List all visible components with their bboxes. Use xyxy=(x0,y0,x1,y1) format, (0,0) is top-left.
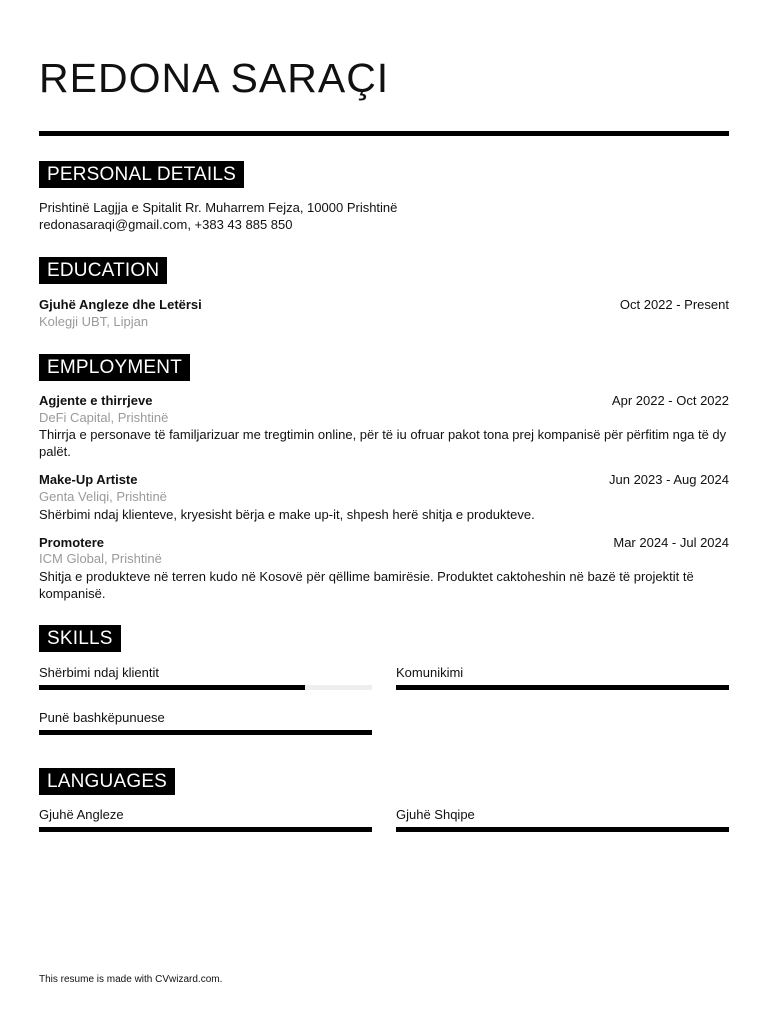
section-heading-languages: LANGUAGES xyxy=(39,768,175,795)
skill-level-fill xyxy=(39,730,372,735)
skill-level-track xyxy=(396,685,729,690)
language-level-fill xyxy=(396,827,729,832)
language-name: Gjuhë Shqipe xyxy=(396,807,475,822)
language-level-fill xyxy=(39,827,372,832)
skill-name: Punë bashkëpunuese xyxy=(39,710,165,725)
language-level-track xyxy=(396,827,729,832)
skill-level-track xyxy=(39,730,372,735)
section-heading-employment: EMPLOYMENT xyxy=(39,354,190,381)
job-dates: Apr 2022 - Oct 2022 xyxy=(611,393,729,408)
skill-item xyxy=(396,664,729,681)
job-title: Agjente e thirrjeve xyxy=(39,393,153,408)
job-description: Shitja e produkteve në terren kudo në Kosovë për qëllime bamirësie. Produktet caktoheshin në bazë të projektit të kompanisë. xyxy=(39,569,694,601)
language-item xyxy=(396,806,729,823)
header-divider xyxy=(39,131,729,136)
skill-name: Komunikimi xyxy=(396,665,464,680)
skill-level-fill xyxy=(396,685,729,690)
job-dates: Mar 2024 - Jul 2024 xyxy=(613,535,729,550)
section-heading-skills: SKILLS xyxy=(39,625,121,652)
language-item xyxy=(39,806,372,823)
education-school: Kolegji UBT, Lipjan xyxy=(39,314,149,329)
education-degree: Gjuhë Angleze dhe Letërsi xyxy=(39,297,202,312)
section-heading-personal-details: PERSONAL DETAILS xyxy=(39,161,244,188)
job-company: DeFi Capital, Prishtinë xyxy=(39,410,169,425)
language-name: Gjuhë Angleze xyxy=(39,807,124,822)
skill-level-fill xyxy=(39,685,305,690)
job-description: Shërbimi ndaj klienteve, kryesisht bërja e make up-it, shpesh herë shitja e produkteve. xyxy=(39,507,535,522)
job-company: Genta Veliqi, Prishtinë xyxy=(39,489,167,504)
skill-level-track xyxy=(39,685,372,690)
candidate-name: REDONA SARAÇI xyxy=(39,55,390,101)
job-title: Promotere xyxy=(39,535,105,550)
education-dates: Oct 2022 - Present xyxy=(619,297,729,312)
job-title: Make-Up Artiste xyxy=(39,472,138,487)
job-description: Thirrja e personave të familjarizuar me tregtimin online, për të iu ofruar pakot tona prej kompanisë për përfitim nga të dy palët. xyxy=(39,427,727,459)
job-company: ICM Global, Prishtinë xyxy=(39,551,162,566)
section-heading-education: EDUCATION xyxy=(39,257,167,284)
language-level-track xyxy=(39,827,372,832)
footer-credit: This resume is made with CVwizard.com. xyxy=(39,974,223,985)
personal-address: Prishtinë Lagjja e Spitalit Rr. Muharrem Fejza, 10000 Prishtinë xyxy=(39,200,398,215)
skill-name: Shërbimi ndaj klientit xyxy=(39,665,159,680)
skill-item xyxy=(39,664,372,681)
job-dates: Jun 2023 - Aug 2024 xyxy=(609,472,729,487)
personal-contact: redonasaraqi@gmail.com, +383 43 885 850 xyxy=(39,217,293,232)
skill-item xyxy=(39,709,372,726)
